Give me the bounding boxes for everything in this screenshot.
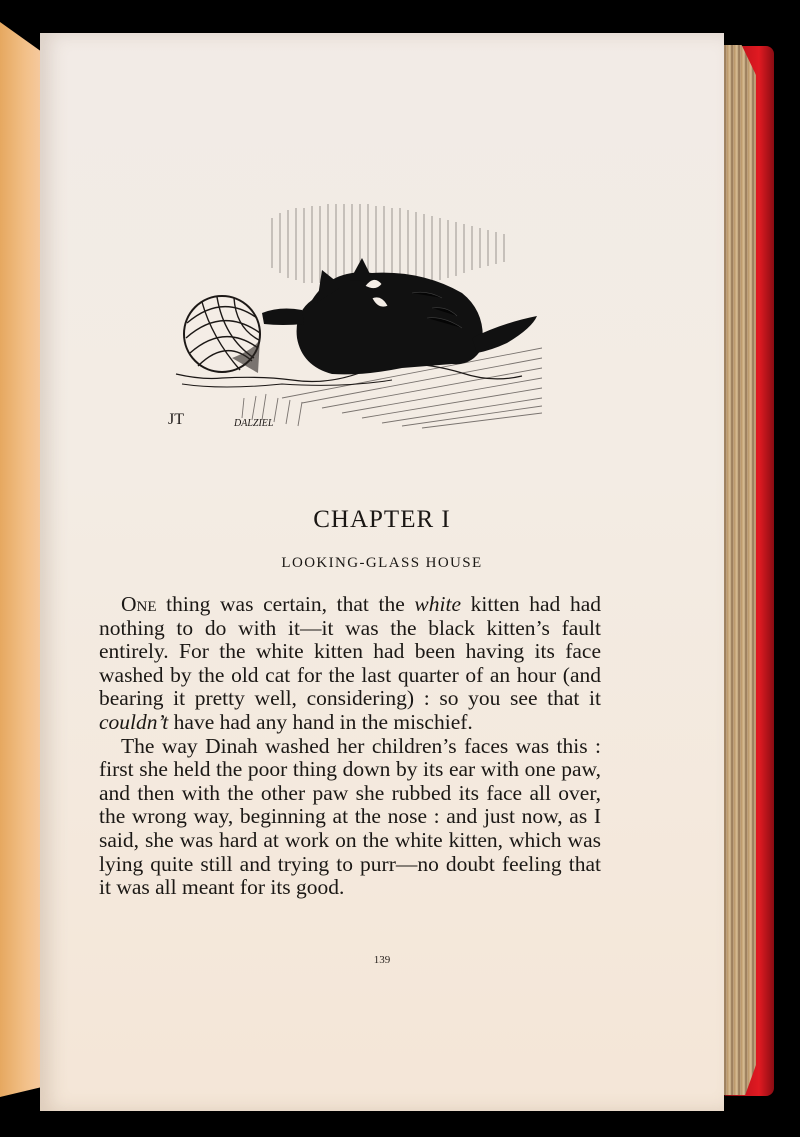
body-text (99, 593, 601, 900)
text-segment: have had any hand in the mischief. (168, 709, 473, 734)
italic-emphasis: couldn’t (99, 709, 169, 734)
svg-text:DALZIEL: DALZIEL (234, 418, 274, 429)
kitten-yarn-illustration-icon (162, 198, 542, 448)
text-segment: thing was certain, that the (156, 592, 415, 616)
page-fore-edges (720, 45, 756, 1095)
paragraph (99, 735, 601, 900)
chapter-subtitle: LOOKING-GLASS HOUSE (281, 555, 483, 571)
lead-smallcaps: One (121, 592, 157, 616)
facing-left-page (0, 22, 42, 1097)
text-segment: The way Dinah washed her children’s faces was this : first she held the poor thing down by its ear with one paw, and then with the other paw she rubbed its face all over, the wrong way, beginning at the nose : and just now, as I said, she was hard at work on the white kitten, which was lying quite still and trying to purr—no doubt feeling that it was all meant for its good. (99, 733, 601, 900)
svg-text:JT: JT (168, 411, 184, 428)
text-segment: kitten had had nothing to do with it—it was the black kitten’s fault entirely. For the white kitten had been having its face washed by the old cat for the last quarter of an hour (and bearing it pretty well, considering) : so you see that it (99, 592, 601, 711)
page-number: 139 (373, 954, 391, 966)
italic-emphasis: white (414, 592, 461, 616)
chapter-title: CHAPTER I (313, 506, 451, 533)
paragraph (99, 593, 601, 735)
book-page (40, 33, 724, 1111)
